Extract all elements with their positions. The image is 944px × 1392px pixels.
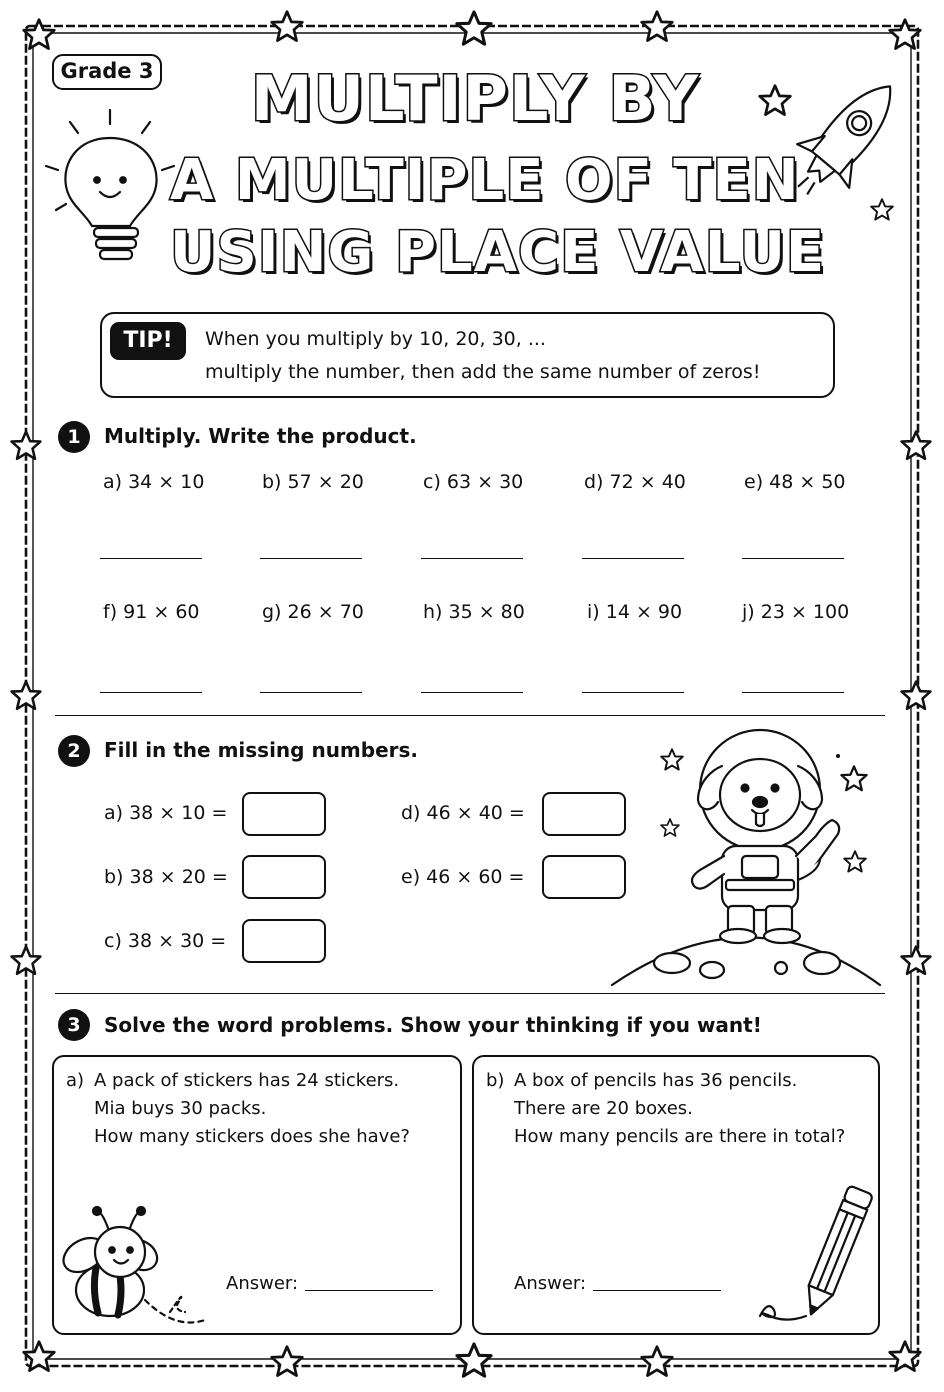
title-line-2: A MULTIPLE OF TEN <box>170 148 800 213</box>
word-problem-b-line-2: There are 20 boxes. <box>514 1098 693 1119</box>
answer-box-2b[interactable] <box>242 855 326 899</box>
answer-box-2c[interactable] <box>242 919 326 963</box>
section-divider-1 <box>55 715 885 716</box>
answer-box-2d[interactable] <box>542 792 626 836</box>
section-divider-2 <box>55 993 885 994</box>
tip-box <box>100 312 835 398</box>
problem-1d: d) 72 × 40 <box>584 471 686 493</box>
section-1-number: 1 <box>58 421 90 453</box>
lightbulb-icon <box>46 110 174 259</box>
tip-line-2: multiply the number, then add the same number of zeros! <box>205 361 761 383</box>
problem-1e: e) 48 × 50 <box>744 471 846 493</box>
word-problem-b-line-3: How many pencils are there in total? <box>514 1126 846 1147</box>
section-3-title: Solve the word problems. Show your thinking if you want! <box>104 1013 762 1037</box>
answer-line-1j[interactable] <box>742 692 844 693</box>
problem-1f: f) 91 × 60 <box>103 601 200 623</box>
problem-2d: d) 46 × 40 = <box>401 802 525 824</box>
title-line-3: USING PLACE VALUE <box>170 220 826 285</box>
tip-line-1: When you multiply by 10, 20, 30, ... <box>205 328 546 350</box>
answer-line-1a[interactable] <box>100 558 202 559</box>
answer-line-1g[interactable] <box>260 692 362 693</box>
title-line-1: MULTIPLY BY <box>250 62 700 135</box>
word-problem-a-answer-label: Answer: <box>226 1273 299 1294</box>
problem-1j: j) 23 × 100 <box>742 601 850 623</box>
word-problem-a-line-2: Mia buys 30 packs. <box>94 1098 267 1119</box>
tip-badge: TIP! <box>110 322 186 360</box>
section-2-number: 2 <box>58 735 90 767</box>
word-problem-a-answer-line[interactable] <box>305 1290 433 1291</box>
problem-1h: h) 35 × 80 <box>423 601 525 623</box>
answer-line-1b[interactable] <box>260 558 362 559</box>
word-problem-b-answer-line[interactable] <box>593 1290 721 1291</box>
problem-2a: a) 38 × 10 = <box>104 802 228 824</box>
answer-line-1i[interactable] <box>582 692 684 693</box>
problem-1a: a) 34 × 10 <box>103 471 205 493</box>
problem-1g: g) 26 × 70 <box>262 601 364 623</box>
problem-1b: b) 57 × 20 <box>262 471 364 493</box>
word-problem-b-answer-label: Answer: <box>514 1273 587 1294</box>
word-problem-a-line-3: How many stickers does she have? <box>94 1126 410 1147</box>
word-problem-a-line-1: A pack of stickers has 24 stickers. <box>94 1070 400 1091</box>
problem-2b: b) 38 × 20 = <box>104 866 228 888</box>
section-3-number: 3 <box>58 1009 90 1041</box>
answer-box-2e[interactable] <box>542 855 626 899</box>
answer-box-2a[interactable] <box>242 792 326 836</box>
astronaut-dog-icon <box>612 730 880 985</box>
word-problem-b-line-1: A box of pencils has 36 pencils. <box>514 1070 798 1091</box>
answer-line-1h[interactable] <box>421 692 523 693</box>
answer-line-1d[interactable] <box>582 558 684 559</box>
problem-2c: c) 38 × 30 = <box>104 930 227 952</box>
problem-1c: c) 63 × 30 <box>423 471 524 493</box>
problem-2e: e) 46 × 60 = <box>401 866 525 888</box>
section-1-title: Multiply. Write the product. <box>104 424 417 448</box>
grade-badge: Grade 3 <box>52 54 162 90</box>
section-2-title: Fill in the missing numbers. <box>104 738 419 762</box>
answer-line-1f[interactable] <box>100 692 202 693</box>
answer-line-1c[interactable] <box>421 558 523 559</box>
problem-1i: i) 14 × 90 <box>587 601 683 623</box>
word-problem-b-label: b) <box>486 1070 505 1091</box>
answer-line-1e[interactable] <box>742 558 844 559</box>
word-problem-a-label: a) <box>66 1070 85 1091</box>
